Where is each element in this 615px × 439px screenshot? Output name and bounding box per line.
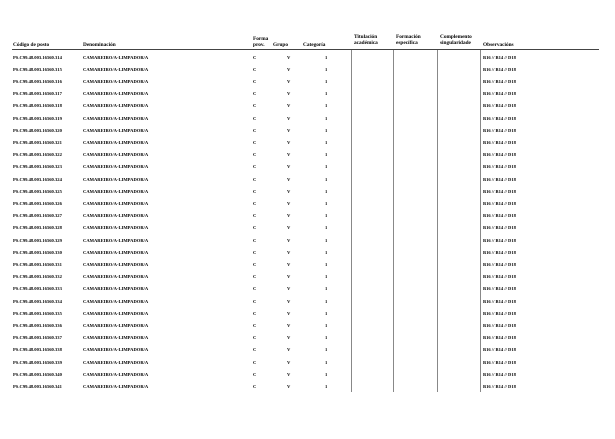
cell-categoria: 1: [325, 298, 328, 304]
cell-categoria: 1: [325, 347, 328, 353]
cell-observacions: B16 // B14 // D18: [483, 383, 516, 389]
cell-codigo: PS.C99.48.003.16560.319: [13, 115, 62, 121]
table-row: [0, 311, 615, 323]
cell-categoria: 1: [325, 261, 328, 267]
cell-categoria: 1: [325, 359, 328, 365]
cell-observacions: B16 // B14 // D18: [483, 261, 516, 267]
table-row: [0, 262, 615, 274]
header-observacions: Observacións: [483, 42, 514, 48]
cell-observacions: B16 // B14 // D18: [483, 127, 516, 133]
cell-codigo: PS.C99.48.003.16560.317: [13, 91, 62, 97]
cell-forma: C: [253, 213, 257, 219]
table-row: [0, 201, 615, 213]
cell-observacions: B16 // B14 // D18: [483, 152, 516, 158]
cell-observacions: B16 // B14 // D18: [483, 164, 516, 170]
cell-denominacion: CAMAREIRO/A-LIMPADOR/A: [83, 249, 149, 255]
cell-codigo: PS.C99.48.003.16560.337: [13, 335, 62, 341]
cell-denominacion: CAMAREIRO/A-LIMPADOR/A: [83, 91, 149, 97]
cell-categoria: 1: [325, 66, 328, 72]
cell-denominacion: CAMAREIRO/A-LIMPADOR/A: [83, 310, 149, 316]
header-codigo: Código de posto: [13, 42, 50, 48]
cell-denominacion: CAMAREIRO/A-LIMPADOR/A: [83, 225, 149, 231]
cell-denominacion: CAMAREIRO/A-LIMPADOR/A: [83, 286, 149, 292]
header-forma-line2: prov.: [253, 42, 265, 48]
cell-forma: C: [253, 66, 257, 72]
cell-codigo: PS.C99.48.003.16560.320: [13, 127, 62, 133]
cell-codigo: PS.C99.48.003.16560.330: [13, 249, 62, 255]
cell-observacions: B16 // B14 // D18: [483, 188, 516, 194]
cell-denominacion: CAMAREIRO/A-LIMPADOR/A: [83, 103, 149, 109]
cell-observacions: B16 // B14 // D18: [483, 103, 516, 109]
cell-codigo: PS.C99.48.003.16560.322: [13, 152, 62, 158]
cell-forma: C: [253, 371, 257, 377]
cell-grupo: V: [287, 225, 291, 231]
cell-grupo: V: [287, 91, 291, 97]
header-formacion-line2: específica: [396, 40, 418, 46]
cell-forma: C: [253, 310, 257, 316]
cell-categoria: 1: [325, 249, 328, 255]
table-row: [0, 140, 615, 152]
cell-denominacion: CAMAREIRO/A-LIMPADOR/A: [83, 152, 149, 158]
cell-codigo: PS.C99.48.003.16560.331: [13, 261, 62, 267]
cell-forma: C: [253, 249, 257, 255]
cell-forma: C: [253, 335, 257, 341]
table-row: [0, 286, 615, 298]
cell-codigo: PS.C99.48.003.16560.315: [13, 66, 62, 72]
cell-observacions: B16 // B14 // D18: [483, 237, 516, 243]
cell-codigo: PS.C99.48.003.16560.321: [13, 139, 62, 145]
table-row: [0, 250, 615, 262]
cell-codigo: PS.C99.48.003.16560.314: [13, 54, 62, 60]
cell-grupo: V: [287, 359, 291, 365]
header-complemento-line1: Complemento: [440, 34, 472, 40]
cell-forma: C: [253, 139, 257, 145]
table-row: [0, 238, 615, 250]
header-categoria: Categoría: [303, 42, 326, 48]
header-denominacion: Denominación: [83, 42, 116, 48]
cell-categoria: 1: [325, 335, 328, 341]
cell-grupo: V: [287, 322, 291, 328]
table-row: [0, 55, 615, 67]
cell-forma: C: [253, 261, 257, 267]
cell-categoria: 1: [325, 225, 328, 231]
header-titulacion-line2: académica: [354, 40, 378, 46]
cell-grupo: V: [287, 237, 291, 243]
cell-codigo: PS.C99.48.003.16560.327: [13, 213, 62, 219]
cell-codigo: PS.C99.48.003.16560.318: [13, 103, 62, 109]
cell-codigo: PS.C99.48.003.16560.336: [13, 322, 62, 328]
cell-categoria: 1: [325, 237, 328, 243]
cell-categoria: 1: [325, 54, 328, 60]
cell-observacions: B16 // B14 // D18: [483, 322, 516, 328]
cell-grupo: V: [287, 347, 291, 353]
cell-denominacion: CAMAREIRO/A-LIMPADOR/A: [83, 78, 149, 84]
cell-codigo: PS.C99.48.003.16560.339: [13, 359, 62, 365]
cell-grupo: V: [287, 274, 291, 280]
cell-codigo: PS.C99.48.003.16560.326: [13, 200, 62, 206]
cell-grupo: V: [287, 310, 291, 316]
cell-denominacion: CAMAREIRO/A-LIMPADOR/A: [83, 383, 149, 389]
cell-observacions: B16 // B14 // D18: [483, 249, 516, 255]
cell-denominacion: CAMAREIRO/A-LIMPADOR/A: [83, 274, 149, 280]
cell-categoria: 1: [325, 188, 328, 194]
cell-codigo: PS.C99.48.003.16560.328: [13, 225, 62, 231]
cell-categoria: 1: [325, 371, 328, 377]
cell-forma: C: [253, 54, 257, 60]
cell-denominacion: CAMAREIRO/A-LIMPADOR/A: [83, 261, 149, 267]
cell-observacions: B16 // B14 // D18: [483, 225, 516, 231]
table-row: [0, 335, 615, 347]
cell-observacions: B16 // B14 // D18: [483, 274, 516, 280]
cell-denominacion: CAMAREIRO/A-LIMPADOR/A: [83, 322, 149, 328]
cell-denominacion: CAMAREIRO/A-LIMPADOR/A: [83, 335, 149, 341]
cell-codigo: PS.C99.48.003.16560.324: [13, 176, 62, 182]
cell-forma: C: [253, 127, 257, 133]
cell-forma: C: [253, 176, 257, 182]
cell-denominacion: CAMAREIRO/A-LIMPADOR/A: [83, 115, 149, 121]
cell-codigo: PS.C99.48.003.16560.338: [13, 347, 62, 353]
header-complemento-line2: singularidade: [440, 40, 471, 46]
cell-codigo: PS.C99.48.003.16560.341: [13, 383, 62, 389]
table-row: [0, 213, 615, 225]
cell-grupo: V: [287, 103, 291, 109]
cell-categoria: 1: [325, 176, 328, 182]
cell-denominacion: CAMAREIRO/A-LIMPADOR/A: [83, 200, 149, 206]
cell-grupo: V: [287, 298, 291, 304]
cell-observacions: B16 // B14 // D18: [483, 115, 516, 121]
cell-grupo: V: [287, 200, 291, 206]
cell-observacions: B16 // B14 // D18: [483, 66, 516, 72]
cell-codigo: PS.C99.48.003.16560.340: [13, 371, 62, 377]
table-row: [0, 91, 615, 103]
table-row: [0, 128, 615, 140]
cell-observacions: B16 // B14 // D18: [483, 298, 516, 304]
cell-denominacion: CAMAREIRO/A-LIMPADOR/A: [83, 164, 149, 170]
cell-denominacion: CAMAREIRO/A-LIMPADOR/A: [83, 359, 149, 365]
table-row: [0, 103, 615, 115]
cell-categoria: 1: [325, 78, 328, 84]
cell-observacions: B16 // B14 // D18: [483, 335, 516, 341]
cell-codigo: PS.C99.48.003.16560.329: [13, 237, 62, 243]
cell-categoria: 1: [325, 322, 328, 328]
cell-forma: C: [253, 237, 257, 243]
cell-categoria: 1: [325, 115, 328, 121]
cell-denominacion: CAMAREIRO/A-LIMPADOR/A: [83, 347, 149, 353]
table-row: [0, 116, 615, 128]
cell-observacions: B16 // B14 // D18: [483, 54, 516, 60]
cell-observacions: B16 // B14 // D18: [483, 286, 516, 292]
cell-forma: C: [253, 188, 257, 194]
cell-codigo: PS.C99.48.003.16560.316: [13, 78, 62, 84]
cell-denominacion: CAMAREIRO/A-LIMPADOR/A: [83, 188, 149, 194]
cell-forma: C: [253, 347, 257, 353]
cell-observacions: B16 // B14 // D18: [483, 359, 516, 365]
header-forma-line1: Forma: [253, 36, 269, 42]
cell-categoria: 1: [325, 139, 328, 145]
cell-grupo: V: [287, 249, 291, 255]
cell-observacions: B16 // B14 // D18: [483, 78, 516, 84]
cell-forma: C: [253, 200, 257, 206]
header-formacion-line1: Formación: [396, 34, 421, 40]
cell-denominacion: CAMAREIRO/A-LIMPADOR/A: [83, 176, 149, 182]
cell-categoria: 1: [325, 152, 328, 158]
cell-codigo: PS.C99.48.003.16560.332: [13, 274, 62, 280]
table-row: [0, 79, 615, 91]
cell-observacions: B16 // B14 // D18: [483, 200, 516, 206]
cell-grupo: V: [287, 188, 291, 194]
cell-grupo: V: [287, 383, 291, 389]
cell-categoria: 1: [325, 164, 328, 170]
cell-forma: C: [253, 103, 257, 109]
cell-grupo: V: [287, 115, 291, 121]
cell-grupo: V: [287, 371, 291, 377]
cell-categoria: 1: [325, 286, 328, 292]
cell-categoria: 1: [325, 274, 328, 280]
cell-observacions: B16 // B14 // D18: [483, 91, 516, 97]
cell-denominacion: CAMAREIRO/A-LIMPADOR/A: [83, 127, 149, 133]
table-row: [0, 152, 615, 164]
table-row: [0, 177, 615, 189]
cell-forma: C: [253, 225, 257, 231]
cell-categoria: 1: [325, 91, 328, 97]
cell-grupo: V: [287, 164, 291, 170]
cell-grupo: V: [287, 261, 291, 267]
cell-categoria: 1: [325, 127, 328, 133]
cell-denominacion: CAMAREIRO/A-LIMPADOR/A: [83, 298, 149, 304]
cell-denominacion: CAMAREIRO/A-LIMPADOR/A: [83, 371, 149, 377]
cell-forma: C: [253, 383, 257, 389]
cell-observacions: B16 // B14 // D18: [483, 213, 516, 219]
cell-codigo: PS.C99.48.003.16560.325: [13, 188, 62, 194]
cell-observacions: B16 // B14 // D18: [483, 176, 516, 182]
cell-codigo: PS.C99.48.003.16560.334: [13, 298, 62, 304]
cell-denominacion: CAMAREIRO/A-LIMPADOR/A: [83, 237, 149, 243]
cell-codigo: PS.C99.48.003.16560.333: [13, 286, 62, 292]
cell-categoria: 1: [325, 383, 328, 389]
cell-grupo: V: [287, 66, 291, 72]
cell-forma: C: [253, 91, 257, 97]
cell-grupo: V: [287, 176, 291, 182]
table-row: [0, 67, 615, 79]
table-row: [0, 360, 615, 372]
cell-denominacion: CAMAREIRO/A-LIMPADOR/A: [83, 54, 149, 60]
cell-forma: C: [253, 359, 257, 365]
cell-codigo: PS.C99.48.003.16560.323: [13, 164, 62, 170]
cell-grupo: V: [287, 139, 291, 145]
table-row: [0, 164, 615, 176]
table-row: [0, 323, 615, 335]
cell-observacions: B16 // B14 // D18: [483, 310, 516, 316]
cell-categoria: 1: [325, 310, 328, 316]
cell-grupo: V: [287, 127, 291, 133]
cell-denominacion: CAMAREIRO/A-LIMPADOR/A: [83, 139, 149, 145]
table-row: [0, 347, 615, 359]
cell-observacions: B16 // B14 // D18: [483, 347, 516, 353]
table-row: [0, 274, 615, 286]
table-row: [0, 225, 615, 237]
cell-codigo: PS.C99.48.003.16560.335: [13, 310, 62, 316]
cell-forma: C: [253, 298, 257, 304]
cell-forma: C: [253, 322, 257, 328]
cell-denominacion: CAMAREIRO/A-LIMPADOR/A: [83, 213, 149, 219]
cell-grupo: V: [287, 78, 291, 84]
cell-grupo: V: [287, 152, 291, 158]
cell-grupo: V: [287, 335, 291, 341]
cell-observacions: B16 // B14 // D18: [483, 139, 516, 145]
cell-forma: C: [253, 115, 257, 121]
cell-forma: C: [253, 274, 257, 280]
table-row: [0, 372, 615, 384]
cell-grupo: V: [287, 54, 291, 60]
cell-forma: C: [253, 164, 257, 170]
header-grupo: Grupo: [273, 42, 289, 48]
cell-categoria: 1: [325, 200, 328, 206]
header-underline: [12, 49, 599, 50]
cell-denominacion: CAMAREIRO/A-LIMPADOR/A: [83, 66, 149, 72]
table-row: [0, 299, 615, 311]
cell-forma: C: [253, 152, 257, 158]
cell-categoria: 1: [325, 103, 328, 109]
table-row: [0, 384, 615, 396]
table-row: [0, 189, 615, 201]
cell-observacions: B16 // B14 // D18: [483, 371, 516, 377]
cell-forma: C: [253, 78, 257, 84]
cell-forma: C: [253, 286, 257, 292]
header-titulacion-line1: Titulación: [354, 34, 378, 40]
cell-grupo: V: [287, 213, 291, 219]
cell-grupo: V: [287, 286, 291, 292]
cell-categoria: 1: [325, 213, 328, 219]
